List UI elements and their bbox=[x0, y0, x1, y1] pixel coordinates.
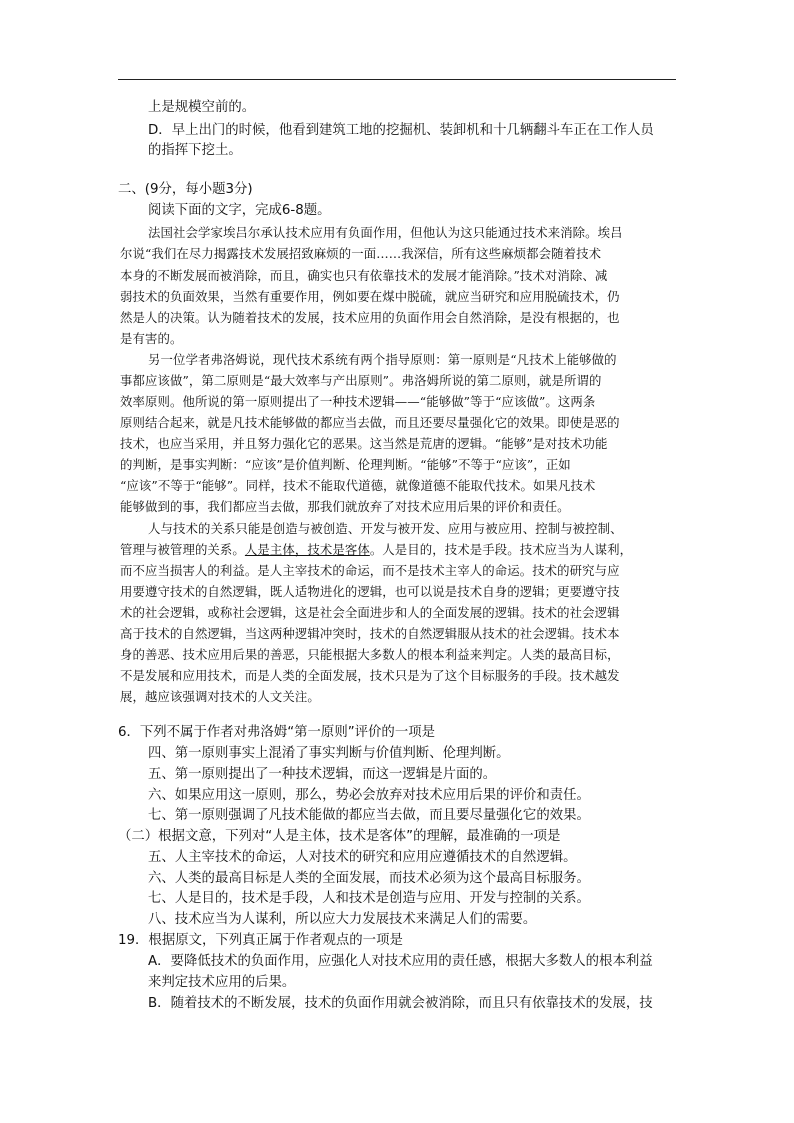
header-rule bbox=[118, 79, 676, 80]
passage-line: 原则结合起来，就是凡技术能够做的都应当去做，而且还要尽量强化它的效果。即使是恶的 bbox=[120, 415, 620, 430]
answer-option: 六、如果应用这一原则，那么，势必会放弃对技术应用后果的评价和责任。 bbox=[148, 788, 590, 803]
answer-option: 七、第一原则强调了凡技术能做的都应当去做，而且要尽量强化它的效果。 bbox=[148, 808, 590, 823]
answer-option: 七、人是目的，技术是手段，人和技术是创造与应用、开发与控制的关系。 bbox=[148, 891, 590, 906]
option-d-line-2: 的指挥下挖土。 bbox=[148, 143, 242, 158]
passage-line: 人与技术的关系只能是创造与被创造、开发与被开发、应用与被应用、控制与被控制、 bbox=[148, 521, 623, 536]
passage-line: 的判断，是事实判断：“应该”是价值判断、伦理判断。“能够”不等于“应该”，正如 bbox=[120, 457, 571, 472]
answer-option-a-line-1: A．要降低技术的负面作用，应强化人对技术应用的责任感，根据大多数人的根本利益 bbox=[148, 954, 653, 969]
section-header: 二、(9分，每小题3分) bbox=[118, 182, 253, 197]
question-stem: 6．下列不属于作者对弗洛姆“第一原则”评价的一项是 bbox=[118, 725, 435, 740]
underlined-phrase: 人是主体，技术是客体 bbox=[244, 542, 370, 557]
passage-line: “应该”不等于“能够”。同样，技术不能取代道德，就像道德不能取代技术。如果凡技术 bbox=[120, 478, 596, 493]
passage-line: 是有害的。 bbox=[120, 331, 183, 346]
passage-line: 不是发展和应用技术，而是人类的全面发展，技术只是为了这个目标服务的手段。技术越发 bbox=[120, 668, 620, 683]
passage-line: 本身的不断发展而被消除，而且，确实也只有依靠技术的发展才能消除。”技术对消除、减 bbox=[120, 268, 608, 283]
answer-option: 五、第一原则提出了一种技术逻辑，而这一逻辑是片面的。 bbox=[148, 767, 497, 782]
option-d-line-1: D．早上出门的时候，他看到建筑工地的挖掘机、装卸机和十几辆翻斗车正在工作人员 bbox=[148, 123, 654, 138]
passage-line: 管理与被管理的关系。人是主体，技术是客体。人是目的，技术是手段。技术应当为人谋利， bbox=[120, 542, 633, 557]
answer-option: 四、第一原则事实上混淆了事实判断与价值判断、伦理判断。 bbox=[148, 746, 510, 761]
passage-line: 弱技术的负面效果，当然有重要作用，例如要在煤中脱硫，就应当研究和应用脱硫技术，仍 bbox=[120, 289, 620, 304]
answer-option: 八、技术应当为人谋利，所以应大力发展技术来满足人们的需要。 bbox=[148, 912, 537, 927]
text-line: 上是规模空前的。 bbox=[148, 100, 256, 115]
question-stem: 19．根据原文，下列真正属于作者观点的一项是 bbox=[118, 933, 403, 948]
passage-line: 高于技术的自然逻辑，当这两种逻辑冲突时，技术的自然逻辑服从技术的社会逻辑。技术本 bbox=[120, 626, 620, 641]
passage-line: 尔说“我们在尽力揭露技术发展招致麻烦的一面……我深信，所有这些麻烦都会随着技术 bbox=[120, 246, 602, 261]
passage-line: 展，越应该强调对技术的人文关注。 bbox=[120, 689, 320, 704]
passage-line: 能够做到的事，我们都应当去做，那我们就放弃了对技术应用后果的评价和责任。 bbox=[120, 499, 570, 514]
passage-line: 然是人的决策。认为随着技术的发展，技术应用的负面作用会自然消除，是没有根据的，也 bbox=[120, 310, 620, 325]
passage-line: 事都应该做”，第二原则是“最大效率与产出原则”。弗洛姆所说的第二原则，就是所谓的 bbox=[120, 373, 602, 388]
passage-line: 另一位学者弗洛姆说，现代技术系统有两个指导原则：第一原则是“凡技术上能够做的 bbox=[148, 352, 617, 367]
question-stem: （二）根据文意，下列对“人是主体，技术是客体”的理解，最准确的一项是 bbox=[118, 829, 561, 844]
passage-line: 身的善恶、技术应用后果的善恶，只能根据大多数人的根本利益来判定。人类的最高目标， bbox=[120, 647, 620, 662]
passage-line: 技术，也应当采用，并且努力强化它的恶果。这当然是荒唐的逻辑。“能够”是对技术功能 bbox=[120, 436, 608, 451]
passage-line: 术的社会逻辑，或称社会逻辑，这是社会全面进步和人的全面发展的逻辑。技术的社会逻辑 bbox=[120, 605, 620, 620]
answer-option-b-line-1: B．随着技术的不断发展，技术的负面作用就会被消除，而且只有依靠技术的发展，技 bbox=[148, 996, 653, 1011]
answer-option: 六、人类的最高目标是人类的全面发展，而技术必须为这个最高目标服务。 bbox=[148, 871, 590, 886]
answer-option: 五、人主宰技术的命运，人对技术的研究和应用应遵循技术的自然逻辑。 bbox=[148, 850, 577, 865]
section-instruction: 阅读下面的文字，完成6-8题。 bbox=[148, 203, 331, 218]
passage-line: 法国社会学家埃吕尔承认技术应用有负面作用，但他认为这只能通过技术来消除。埃吕 bbox=[148, 225, 623, 240]
passage-line: 而不应当损害人的利益。是人主宰技术的命运，而不是技术主宰人的命运。技术的研究与应 bbox=[120, 563, 620, 578]
answer-option-a-line-2: 来判定技术应用的后果。 bbox=[148, 975, 296, 990]
passage-line: 用要遵守技术的自然逻辑，既人适物进化的逻辑，也可以说是技术自身的逻辑；更要遵守技 bbox=[120, 584, 620, 599]
passage-line: 效率原则。他所说的第一原则提出了一种技术逻辑——“能够做”等于“应该做”。这两条 bbox=[120, 394, 596, 409]
